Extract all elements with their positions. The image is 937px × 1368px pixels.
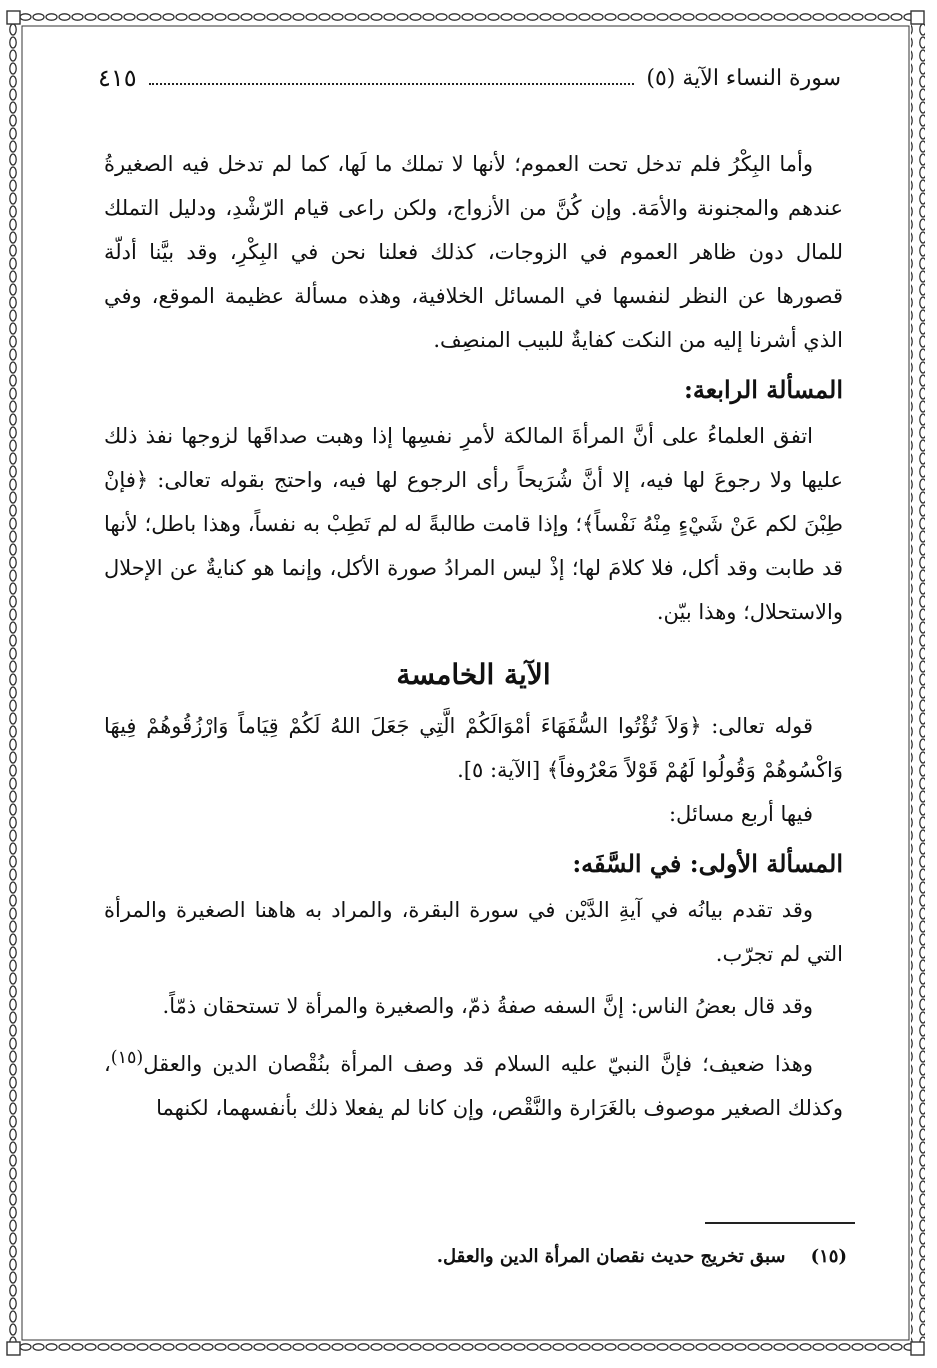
footnote-text: سبق تخريج حديث نقصان المرأة الدين والعقل. xyxy=(436,1246,786,1267)
paragraph-bikr: وأما البِكْرُ فلم تدخل تحت العموم؛ لأنها لا تملك ما لَها، كما لم تدخل فيه الصغيرةُ عندهم والمجنونة والأمَة. وإن كُنَّ من الأزواج، ولكن راعى قيام الرّشْدِ، ودليل التملك للمال دون ظاهر العموم في الزوجات، كذلك فعلنا نحن في البِكْرِ، وقد بيَّنا أدلّة قصورها عن النظر لنفسها في المسائل الخلافية، وهذه مسألة عظيمة الموقع، وفي الذي أشرنا إليه من النكت كفايةٌ للبيب المنصِف. xyxy=(104,152,843,352)
running-header xyxy=(98,58,841,98)
paragraph-dowry-gift: اتفق العلماءُ على أنَّ المرأةَ المالكة لأمرِ نفسِها إذا وهبت صداقَها لزوجها نفذ ذلك عليها ولا رجوعَ لها فيه، إلا أنَّ شُرَيحاً رأى الرجوع لها فيه، واحتج بقوله تعالى: ﴿فإنْ طِبْنَ لكم عَنْ شَيْءٍ مِنْهُ نَفْساً﴾؛ وإذا قامت طالبةً له لم تَطِبْ به نفساً، وهذا باطل؛ لأنها قد طابت وقد أكل، فلا كلامَ لها؛ إذْ ليس المرادُ صورة الأكل، وإنما هو كنايةٌ عن الإحلال والاستحلال؛ وهذا بيّن. xyxy=(104,424,843,624)
paragraph-verse-quote: قوله تعالى: ﴿وَلاَ تُؤْتُوا السُّفَهَاءَ أمْوَالَكُمْ الَّتِي جَعَلَ اللهُ لَكُمْ قِيَاماً وَارْزُقُوهُمْ فِيهَا وَاكْسُوهُمْ وَقُولُوا لَهُمْ قَوْلاً مَعْرُوفاً﴾ [الآية: ٥]. xyxy=(104,714,843,782)
footnote-separator xyxy=(705,1222,855,1224)
paragraph-weak-opinion xyxy=(104,1036,843,1130)
paragraph-weak-opinion-a: وهذا ضعيف؛ فإنَّ النبيّ عليه السلام قد وصف المرأة بنُقْصان الدين والعقل xyxy=(143,1052,813,1076)
footnote-number: (١٥) xyxy=(810,1246,847,1267)
footnote xyxy=(104,1246,847,1267)
page-body xyxy=(104,142,843,1130)
heading-fourth-issue: المسألة الرابعة: xyxy=(684,375,843,404)
footnote-reference: (١٥) xyxy=(110,1048,144,1068)
paragraph-safah: وقد تقدم بيانُه في آيةِ الدَّيْن في سورة البقرة، والمراد به هاهنا الصغيرة والمرأة التي لم تجرّب. xyxy=(104,898,843,966)
paragraph-four-issues: فيها أربع مسائل: xyxy=(668,802,813,826)
paragraph-some-people: وقد قال بعضُ الناس: إنَّ السفه صفةُ ذمّ، والصغيرة والمرأة لا تستحقان ذمّاً. xyxy=(162,994,813,1018)
header-dot-leader xyxy=(149,83,635,85)
paragraph-weak-opinion-b: ، وكذلك الصغير موصوف بالغَرَارة والنَّقْص، وإن كانا لم يفعلا ذلك بأنفسهما، لكنهما xyxy=(104,1052,843,1120)
heading-first-issue: المسألة الأولى: في السَّفَه: xyxy=(572,849,843,878)
page-number: ٤١٥ xyxy=(98,64,137,92)
heading-fifth-verse: الآية الخامسة xyxy=(396,658,551,691)
header-title: سورة النساء الآية (٥) xyxy=(646,65,841,91)
